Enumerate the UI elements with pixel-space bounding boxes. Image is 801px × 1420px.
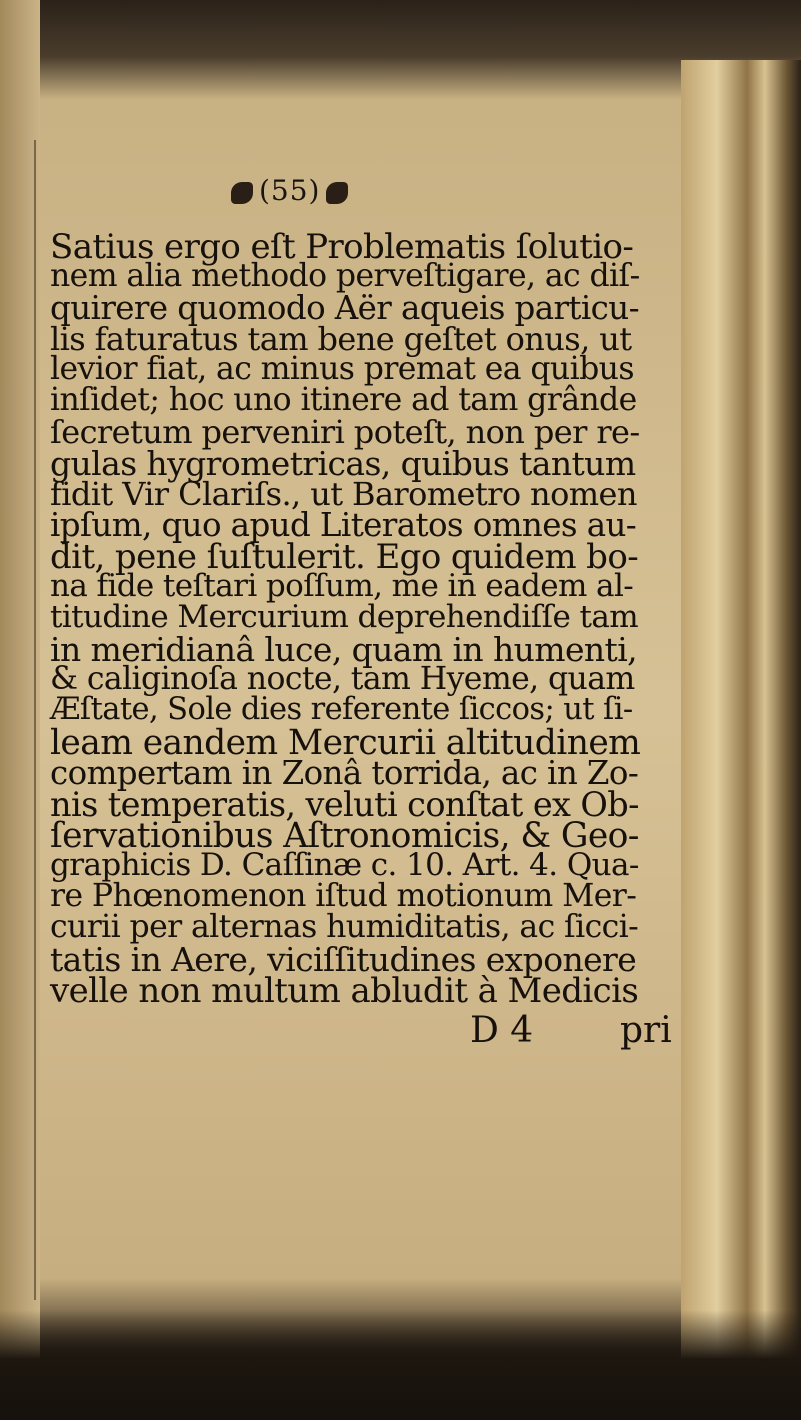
page-number: (55) — [259, 174, 321, 207]
bottom-shadow — [0, 1310, 801, 1420]
text-line: fidit Vir Clariſs., ut Barometro nomen — [50, 475, 637, 513]
text-line: velle non multum abludit à Medicis — [50, 971, 639, 1011]
text-line: Æſtate, Sole dies referente ſiccos; ut ſi- — [50, 692, 633, 727]
text-line: dit, pene ſuſtulerit. Ego quidem bo- — [50, 537, 639, 577]
gutter-rule — [34, 140, 36, 1300]
text-line: quirere quomodo Aër aqueis particu- — [50, 289, 639, 327]
ornament-icon — [231, 182, 253, 204]
text-line: & caliginoſa nocte, tam Hyeme, quam — [50, 661, 635, 697]
text-line: inſidet; hoc uno itinere ad tam grânde — [50, 382, 637, 418]
text-line: ſecretum perveniri poteſt, non per re- — [50, 413, 640, 451]
text-line: gulas hygrometricas, quibus tantum — [50, 444, 636, 483]
signature-mark: D 4 — [470, 1010, 534, 1051]
text-line: graphicis D. Caſſinæ c. 10. Art. 4. Qua- — [50, 847, 639, 883]
text-line: ipſum, quo apud Literatos omnes au- — [50, 506, 637, 544]
ornament-icon — [326, 182, 348, 204]
text-line: levior fiat, ac minus premat ea quibus — [50, 351, 634, 387]
page-footer — [50, 1010, 672, 1051]
text-line: tatis in Aere, viciſſitudines exponere — [50, 940, 637, 979]
text-line: titudine Mercurium deprehendiſſe tam — [50, 599, 639, 635]
text-line: nem alia methodo perveſtigare, ac diſ- — [50, 258, 640, 294]
text-line: in meridianâ luce, quam in humenti, — [50, 630, 638, 669]
adjacent-page-edge — [681, 60, 801, 1360]
text-line: compertam in Zonâ torrida, ac in Zo- — [50, 754, 639, 792]
text-line: re Phœnomenon iſtud motionum Mer- — [50, 878, 637, 914]
text-line: Satius ergo eſt Problematis ſolutio- — [50, 227, 634, 267]
page-header — [225, 174, 425, 214]
text-line: lis faturatus tam bene geſtet onus, ut — [50, 320, 632, 358]
book-page — [50, 150, 672, 1320]
text-line: leam eandem Mercurii altitudinem — [50, 723, 641, 763]
catchword: pri — [620, 1010, 672, 1051]
text-line: curii per alternas humiditatis, ac ſicci- — [50, 909, 639, 945]
text-line: nis temperatis, veluti conſtat ex Ob- — [50, 785, 639, 824]
text-line: ſervationibus Aſtronomicis, & Geo- — [50, 816, 639, 856]
text-line: na fide teſtari poſſum, me in eadem al- — [50, 568, 634, 604]
